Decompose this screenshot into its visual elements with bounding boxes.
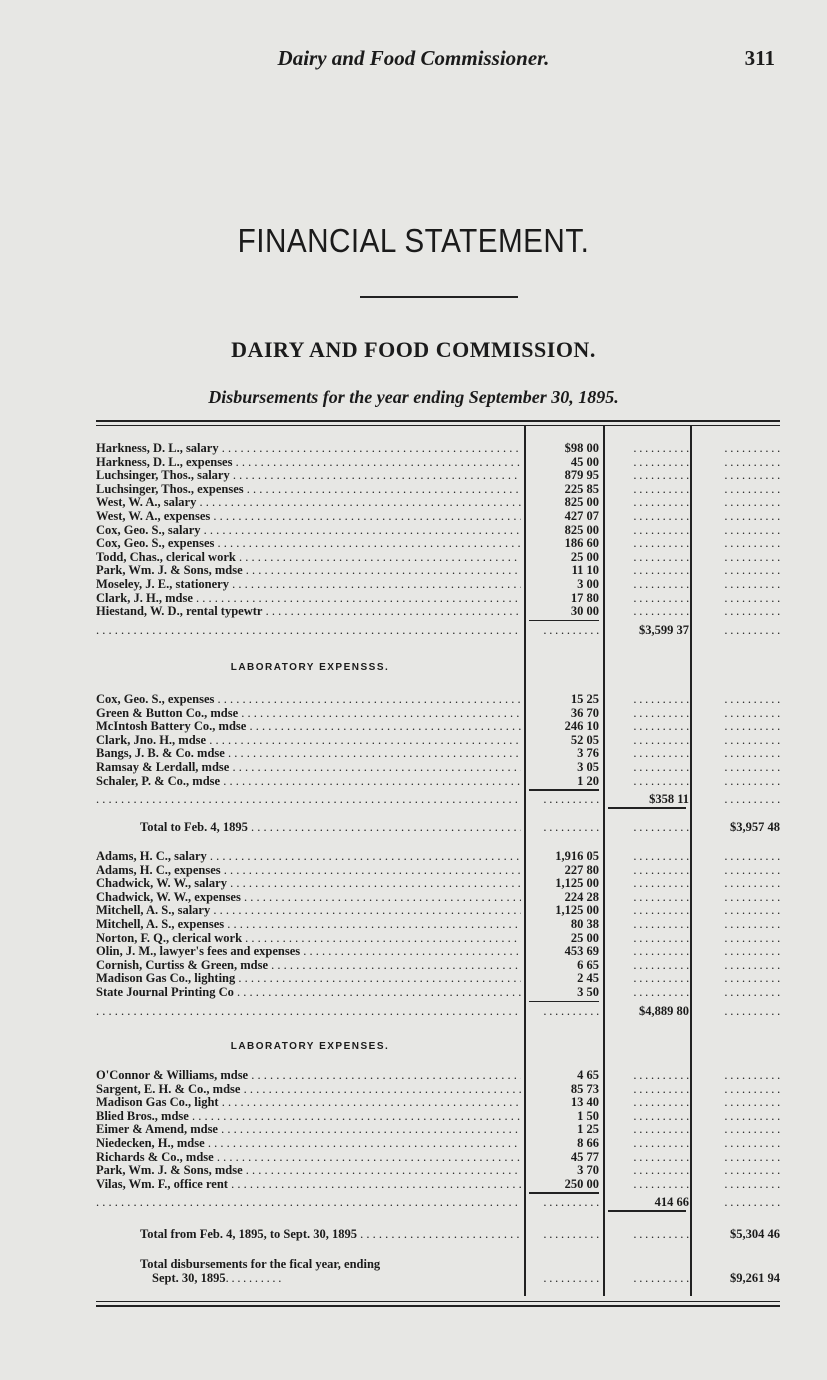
amount-cell: 4 65 [577, 1068, 599, 1082]
amount-cell: 186 60 [564, 536, 599, 551]
subtotal-cell [609, 482, 689, 496]
amount-cell: 3 70 [577, 1163, 599, 1178]
subtotal-cell [609, 523, 689, 537]
amount-cell: 36 70 [570, 705, 599, 720]
subtotal-rule [529, 1192, 599, 1194]
payee-name: Park, Wm. J. & Sons, mdse . . . [96, 1163, 521, 1177]
amount-cell: 427 07 [564, 509, 599, 523]
amount-cell: 246 10 [564, 719, 599, 734]
amount-cell: 225 85 [564, 481, 599, 496]
total-cell [696, 1122, 780, 1136]
total-cell [696, 509, 780, 523]
total-cell [696, 985, 780, 999]
amount-cell: 825 00 [564, 522, 599, 537]
total-cell [696, 792, 780, 806]
total-row [96, 820, 780, 834]
table-row [96, 509, 780, 523]
amount-cell: 8 66 [577, 1136, 599, 1150]
payee-name: Park, Wm. J. & Sons, mdse . . . [96, 563, 521, 577]
payee-name: West, W. A., expenses . . . [96, 509, 521, 523]
total-cell [696, 890, 780, 904]
payee-name [96, 623, 521, 637]
total-cell [696, 550, 780, 564]
subtotal-cell [609, 774, 689, 788]
total-cell [696, 1136, 780, 1150]
amount-cell: 17 80 [570, 590, 599, 605]
table-row [96, 1109, 780, 1123]
total-cell [696, 577, 780, 591]
subtotal-cell [609, 1068, 689, 1082]
payee-name: Cornish, Curtiss & Green, mdse . . . [96, 958, 521, 972]
table-row [96, 1150, 780, 1164]
payee-name [96, 792, 521, 806]
table-row [96, 746, 780, 760]
amount-cell: 45 77 [570, 1149, 599, 1164]
payee-name: Schaler, P. & Co., mdse . . . [96, 774, 521, 788]
payee-name: Adams, H. C., expenses . . . [96, 863, 521, 877]
total-cell [696, 495, 780, 509]
table-row [96, 931, 780, 945]
table-row [96, 876, 780, 890]
amount-cell: 6 65 [577, 957, 599, 972]
subtotal-cell [609, 1163, 689, 1177]
payee-name: Mitchell, A. S., salary . . . [96, 903, 521, 917]
subtotal-rule [529, 620, 599, 622]
payee-name: O'Connor & Williams, mdse . . . [96, 1068, 521, 1082]
table-row [96, 1095, 780, 1109]
amount-cell: 1,125 00 [555, 876, 599, 891]
page-title: FINANCIAL STATEMENT. [237, 222, 590, 259]
total-cell [696, 733, 780, 747]
total-cell [696, 1095, 780, 1109]
table-row [96, 1122, 780, 1136]
payee-name: Cox, Geo. S., expenses . . . [96, 692, 521, 706]
table-row [96, 849, 780, 863]
payee-name: Chadwick, W. W., salary . . . [96, 876, 521, 890]
table-row [96, 495, 780, 509]
total-cell [696, 468, 780, 482]
total-cell [696, 441, 780, 455]
amount-cell: 1 50 [577, 1108, 599, 1123]
table-row [96, 971, 780, 985]
total-cell [696, 876, 780, 890]
payee-name: Olin, J. M., lawyer's fees and expenses . . . [96, 944, 521, 958]
payee-name: Luchsinger, Thos., salary . . . [96, 468, 521, 482]
amount-cell: 1 25 [577, 1122, 599, 1137]
payee-name: Cox, Geo. S., expenses . . . [96, 536, 521, 550]
subtotal-cell [609, 820, 689, 834]
subtotal-cell [609, 944, 689, 958]
subtotal-cell [609, 903, 689, 917]
table-top-rule-thin [96, 425, 780, 426]
table-row [96, 591, 780, 605]
amount-cell: 25 00 [570, 930, 599, 945]
payee-name: Cox, Geo. S., salary . . . [96, 523, 521, 537]
subtotal-cell [609, 917, 689, 931]
table-row [96, 482, 780, 496]
payee-name: Todd, Chas., clerical work . . . [96, 550, 521, 564]
payee-name: Chadwick, W. W., expenses . . . [96, 890, 521, 904]
total-row [96, 1271, 780, 1285]
amount-cell [530, 1227, 599, 1241]
subtotal-cell [609, 1122, 689, 1136]
table-row [96, 577, 780, 591]
amount-cell [530, 623, 599, 637]
amount-cell: $98 00 [564, 441, 599, 455]
payee-name: Norton, F. Q., clerical work . . . [96, 931, 521, 945]
title-divider [360, 296, 518, 298]
subtotal-cell [609, 849, 689, 863]
total-cell [696, 774, 780, 788]
subtotal-cell [609, 760, 689, 774]
amount-cell: 879 95 [564, 468, 599, 483]
payee-name: Vilas, Wm. F., office rent . . . [96, 1177, 521, 1191]
amount-cell: 250 00 [564, 1176, 599, 1191]
subtotal-cell [609, 985, 689, 999]
table-row [96, 1004, 780, 1018]
subtotal-rule [608, 807, 686, 809]
subtotal-cell [609, 1109, 689, 1123]
total-cell [696, 1163, 780, 1177]
table-row [96, 1136, 780, 1150]
subtotal-cell [609, 692, 689, 706]
total-cell [696, 958, 780, 972]
amount-cell: 85 73 [570, 1081, 599, 1096]
total-row [96, 1227, 780, 1241]
subtotal-cell [609, 1271, 689, 1285]
subtotal-cell [609, 536, 689, 550]
table-row [96, 890, 780, 904]
amount-cell: 453 69 [564, 944, 599, 959]
total-cell [696, 706, 780, 720]
payee-name: Harkness, D. L., salary . . . [96, 441, 521, 455]
total-cell [696, 849, 780, 863]
table-row [96, 944, 780, 958]
payee-name [96, 1195, 521, 1209]
amount-cell: 13 40 [570, 1095, 599, 1110]
subtotal-cell: 414 66 [654, 1195, 689, 1210]
table-row [96, 468, 780, 482]
total-cell [696, 903, 780, 917]
payee-name: Luchsinger, Thos., expenses . . . [96, 482, 521, 496]
table-row [96, 550, 780, 564]
subtotal-cell [609, 1082, 689, 1096]
subtotal-cell [609, 495, 689, 509]
total-cell [696, 1109, 780, 1123]
total-cell [696, 623, 780, 637]
subtotal-cell [609, 706, 689, 720]
total-cell [696, 760, 780, 774]
total-cell: $5,304 46 [730, 1227, 780, 1241]
total-cell: $9,261 94 [730, 1271, 780, 1285]
section-heading: LABORATORY EXPENSES. [230, 1041, 390, 1052]
table-row [96, 1163, 780, 1177]
payee-name: Hiestand, W. D., rental typewtr . . . [96, 604, 521, 618]
total-cell [696, 1177, 780, 1191]
subtotal-cell [609, 1136, 689, 1150]
subtotal-cell [609, 509, 689, 523]
total-cell [696, 536, 780, 550]
subtotal-cell [609, 733, 689, 747]
amount-cell: 1,125 00 [555, 903, 599, 918]
table-row [96, 1082, 780, 1096]
total-cell [696, 1082, 780, 1096]
subtotal-rule [608, 1210, 686, 1212]
subtotal-cell [609, 455, 689, 469]
table-row [96, 523, 780, 537]
table-row [96, 1177, 780, 1191]
payee-name: Sargent, E. H. & Co., mdse . . . [96, 1082, 521, 1096]
total-cell: $3,957 48 [730, 820, 780, 834]
subtotal-cell [609, 591, 689, 605]
running-head-title: Dairy and Food Commissioner. [277, 46, 550, 70]
grand-total-date: Sept. 30, 1895 [152, 1271, 226, 1285]
payee-name: Clark, Jno. H., mdse . . . [96, 733, 521, 747]
amount-cell: 52 05 [570, 732, 599, 747]
subtotal-cell [609, 1095, 689, 1109]
amount-cell [530, 1195, 599, 1209]
subtotal-cell [609, 863, 689, 877]
total-cell [696, 1004, 780, 1018]
total-cell [696, 523, 780, 537]
table-row [96, 760, 780, 774]
payee-name: West, W. A., salary . . . [96, 495, 521, 509]
payee-name [96, 1004, 521, 1018]
total-cell [696, 604, 780, 618]
table-row [96, 719, 780, 733]
total-label: Total from Feb. 4, 1895, to Sept. 30, 1895 . . . [140, 1227, 521, 1241]
payee-name: Adams, H. C., salary . . . [96, 849, 521, 863]
total-label: Total to Feb. 4, 1895 . . . [140, 820, 521, 834]
amount-cell: 227 80 [564, 862, 599, 877]
amount-cell: 2 45 [577, 971, 599, 986]
amount-cell: 825 00 [564, 495, 599, 510]
subtotal-cell: $358 11 [649, 792, 689, 807]
table-row [96, 903, 780, 917]
payee-name: McIntosh Battery Co., mdse . . . [96, 719, 521, 733]
subtotal-cell [609, 971, 689, 985]
subtotal-cell: $4,889 80 [639, 1003, 689, 1018]
payee-name: Eimer & Amend, mdse . . . [96, 1122, 521, 1136]
payee-name: Niedecken, H., mdse . . . [96, 1136, 521, 1150]
table-row [96, 441, 780, 455]
total-cell [696, 931, 780, 945]
total-cell [696, 482, 780, 496]
table-caption: Disbursements for the year ending September 30, 1895. [208, 387, 619, 407]
payee-name: Madison Gas Co., lighting . . . [96, 971, 521, 985]
payee-name: Mitchell, A. S., expenses . . . [96, 917, 521, 931]
table-row [96, 958, 780, 972]
amount-cell: 3 00 [577, 577, 599, 591]
payee-name: Moseley, J. E., stationery . . . [96, 577, 521, 591]
table-row [96, 455, 780, 469]
total-cell [696, 917, 780, 931]
total-cell [696, 1195, 780, 1209]
subtotal-cell [609, 550, 689, 564]
payee-name: Green & Button Co., mdse . . . [96, 706, 521, 720]
total-cell [696, 1068, 780, 1082]
table-row [96, 692, 780, 706]
subtotal-cell [609, 746, 689, 760]
total-cell [696, 944, 780, 958]
payee-name: State Journal Printing Co . . . [96, 985, 521, 999]
table-row [96, 863, 780, 877]
section-heading: LABORATORY EXPENSSS. [230, 662, 390, 673]
total-cell [696, 746, 780, 760]
subtotal-cell [609, 958, 689, 972]
subtotal-cell [609, 876, 689, 890]
subtotal-cell [609, 1150, 689, 1164]
amount-cell: 224 28 [564, 889, 599, 904]
amount-cell: 15 25 [570, 692, 599, 706]
amount-cell: 3 76 [577, 746, 599, 761]
amount-cell: 45 00 [570, 454, 599, 469]
table-row [96, 792, 780, 806]
subtotal-cell [609, 563, 689, 577]
table-row [96, 1068, 780, 1082]
total-cell [696, 719, 780, 733]
table-row [96, 774, 780, 788]
amount-cell [530, 792, 599, 806]
total-cell [696, 971, 780, 985]
payee-name: Richards & Co., mdse . . . [96, 1150, 521, 1164]
subtotal-cell [609, 931, 689, 945]
amount-cell [530, 1271, 599, 1285]
amount-cell: 1 20 [577, 773, 599, 788]
grand-total-label-line1: Total disbursements for the fical year, ending [140, 1257, 381, 1271]
payee-name: Madison Gas Co., light . . . [96, 1095, 521, 1109]
subtotal-cell [609, 719, 689, 733]
amount-cell: 11 10 [571, 563, 599, 578]
subtotal-cell: $3,599 37 [639, 622, 689, 637]
payee-name: Blied Bros., mdse . . . [96, 1109, 521, 1123]
page-number: 311 [744, 46, 775, 70]
total-cell [696, 692, 780, 706]
amount-cell [530, 1004, 599, 1018]
subtotal-cell [609, 1177, 689, 1191]
payee-name: Ramsay & Lerdall, mdse . . . [96, 760, 521, 774]
subtotal-cell [609, 1227, 689, 1241]
subtotal-rule [529, 789, 599, 791]
payee-name: Clark, J. H., mdse . . . [96, 591, 521, 605]
total-cell [696, 1150, 780, 1164]
subtotal-cell [609, 890, 689, 904]
subtotal-cell [609, 468, 689, 482]
total-cell [696, 455, 780, 469]
amount-cell: 3 05 [577, 760, 599, 774]
subtotal-cell [609, 604, 689, 618]
table-row [96, 604, 780, 618]
table-row [96, 623, 780, 637]
table-row [96, 985, 780, 999]
table-row [96, 536, 780, 550]
table-row [96, 706, 780, 720]
amount-cell: 1,916 05 [555, 849, 599, 863]
table-row [96, 563, 780, 577]
table-row [96, 1195, 780, 1209]
subtotal-rule [529, 1001, 599, 1003]
payee-name: Bangs, J. B. & Co. mdse . . . [96, 746, 521, 760]
amount-cell: 25 00 [570, 549, 599, 564]
table-top-rule [96, 420, 780, 422]
total-cell [696, 591, 780, 605]
total-cell [696, 863, 780, 877]
amount-cell: 30 00 [570, 604, 599, 619]
payee-name: Harkness, D. L., expenses . . . [96, 455, 521, 469]
subtotal-cell [609, 441, 689, 455]
table-bottom-rule [96, 1305, 780, 1307]
table-row [96, 917, 780, 931]
amount-cell: 80 38 [570, 917, 599, 931]
subtotal-cell [609, 577, 689, 591]
table-row [96, 733, 780, 747]
amount-cell: 3 50 [577, 985, 599, 999]
section-title: DAIRY AND FOOD COMMISSION. [231, 337, 596, 362]
table-bottom-rule-thin [96, 1301, 780, 1302]
total-cell [696, 563, 780, 577]
amount-cell [530, 820, 599, 834]
